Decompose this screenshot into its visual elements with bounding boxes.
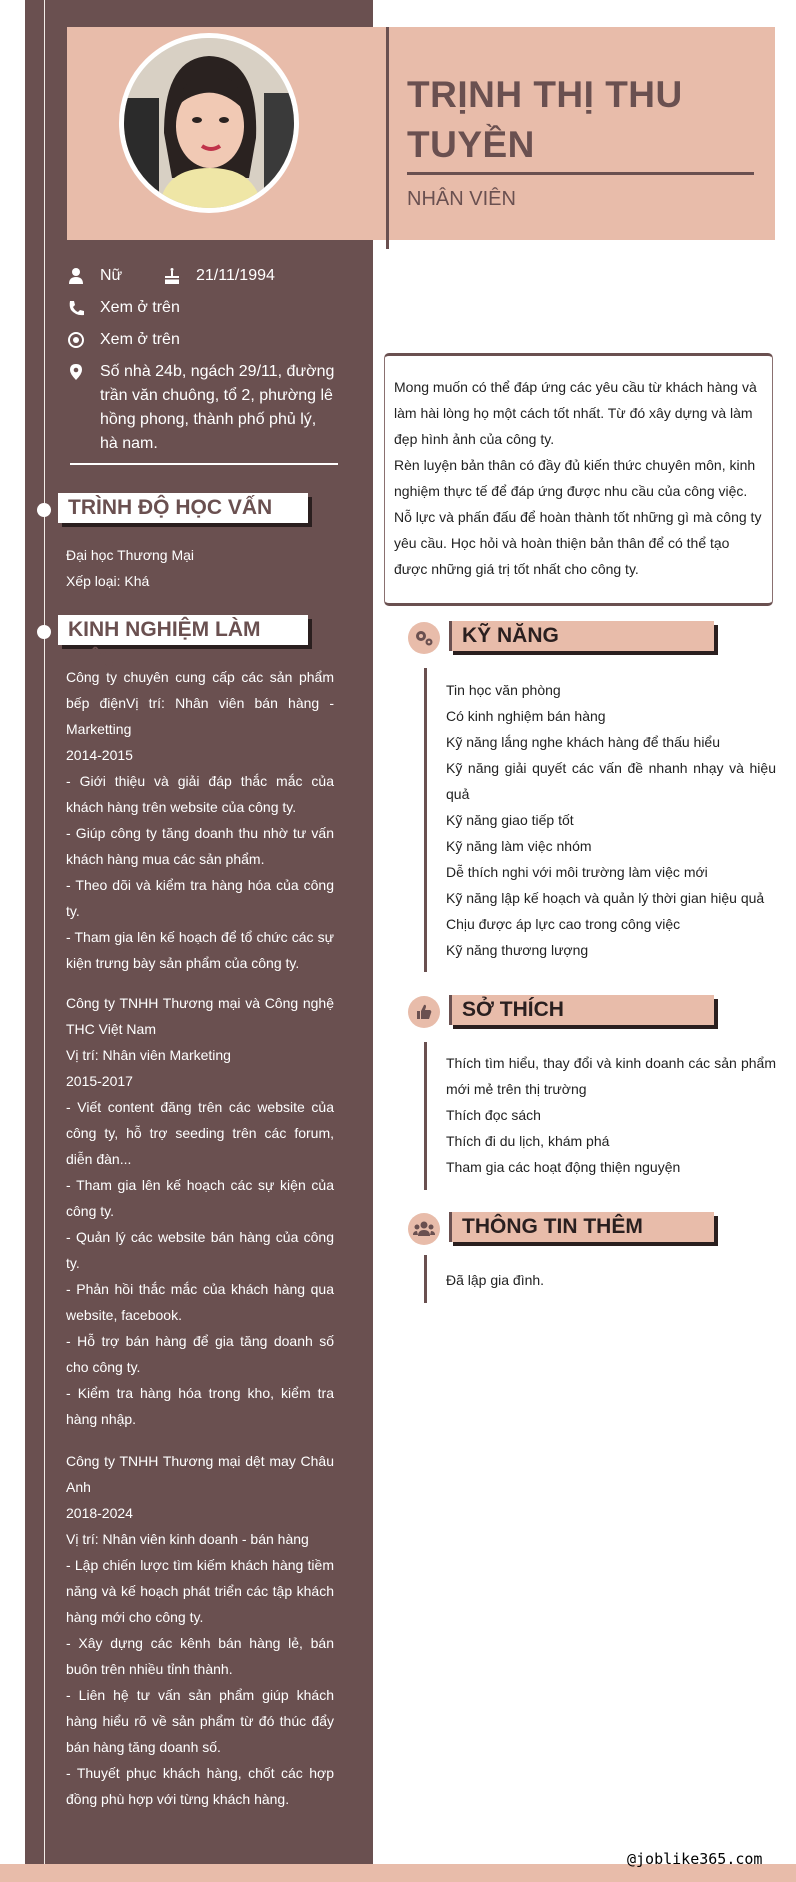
avatar (119, 33, 299, 213)
list-item: - Quản lý các website bán hàng của công ty. (66, 1229, 334, 1271)
job-position: NHÂN VIÊN (407, 188, 516, 210)
header-divider (386, 27, 389, 249)
list-item: - Hỗ trợ bán hàng để gia tăng doanh số cho công ty. (66, 1333, 334, 1375)
person-icon (67, 267, 85, 285)
contact-divider (70, 463, 338, 465)
list-item: Kỹ năng lắng nghe khách hàng để thấu hiểu (446, 734, 721, 750)
list-item: Vị trí: Nhân viên kinh doanh - bán hàng (66, 1531, 309, 1547)
list-item: Kỹ năng thương lượng (446, 942, 589, 958)
experience-job (66, 990, 334, 1432)
list-item: Công ty chuyên cung cấp các sản phẩm bếp điệnVị trí: Nhân viên bán hàng - Marketting (66, 669, 334, 737)
list-item: Mong muốn có thể đáp ứng các yêu cầu từ khách hàng và làm hài lòng họ một cách tốt nhất. Từ đó xây dựng và làm đẹp hình ảnh của công ty. (394, 379, 757, 447)
list-item: - Phản hồi thắc mắc của khách hàng qua website, facebook. (66, 1281, 334, 1323)
extra-line (424, 1255, 427, 1303)
birthday-value: 21/11/1994 (196, 267, 275, 284)
list-item: Đã lập gia đình. (446, 1272, 545, 1288)
skills-title: KỸ NĂNG (449, 621, 714, 651)
address-row (67, 360, 337, 456)
at-icon (67, 331, 85, 349)
list-item: Vị trí: Nhân viên Marketing (66, 1047, 231, 1063)
sidebar-line (44, 0, 45, 1864)
phone-value: Xem ở trên (100, 299, 180, 316)
birthday-row (163, 264, 313, 288)
hobbies-list (446, 1050, 776, 1180)
email-value: Xem ở trên (100, 331, 180, 348)
gender-row (67, 264, 167, 288)
thumbs-up-icon (408, 996, 440, 1028)
education-school: Đại học Thương Mại (66, 547, 195, 563)
address-value: Số nhà 24b, ngách 29/11, đường trần văn chuông, tổ 2, phường lê hồng phong, thành phố phủ lý, hà nam. (100, 363, 335, 452)
gender-value: Nữ (100, 267, 123, 284)
list-item: - Theo dõi và kiểm tra hàng hóa của công ty. (66, 877, 334, 919)
list-item: Rèn luyện bản thân có đầy đủ kiến thức chuyên môn, kinh nghiệm thực tế để đáp ứng được nhu cầu của công việc. (394, 457, 756, 499)
list-item: - Giúp công ty tăng doanh thu nhờ tư vấn khách hàng mua các sản phẩm. (66, 825, 334, 867)
extra-title: THÔNG TIN THÊM (449, 1212, 714, 1242)
hobbies-title: SỞ THÍCH (449, 995, 714, 1025)
list-item: Có kinh nghiệm bán hàng (446, 708, 606, 724)
list-item: - Xây dựng các kênh bán hàng lẻ, bán buôn trên nhiều tỉnh thành. (66, 1635, 334, 1677)
gears-icon (408, 622, 440, 654)
education-title: TRÌNH ĐỘ HỌC VẤN (58, 493, 308, 523)
experience-job (66, 664, 334, 976)
list-item: - Giới thiệu và giải đáp thắc mắc của khách hàng trên website của công ty. (66, 773, 334, 815)
list-item: Dễ thích nghi với môi trường làm việc mới (446, 864, 708, 880)
education-content (66, 542, 334, 594)
location-pin-icon (67, 363, 85, 381)
list-item: Thích đi du lịch, khám phá (446, 1133, 610, 1149)
section-dot (37, 503, 51, 517)
hobbies-line (424, 1042, 427, 1190)
list-item: Chịu được áp lực cao trong công việc (446, 916, 681, 932)
list-item: - Liên hệ tư vấn sản phẩm giúp khách hàng hiểu rõ về sản phẩm từ đó thúc đẩy bán hàng tăng doanh số. (66, 1687, 334, 1755)
skills-line (424, 668, 427, 972)
list-item: Thích tìm hiểu, thay đổi và kinh doanh các sản phẩm mới mẻ trên thị trường (446, 1055, 776, 1097)
education-grade: Xếp loại: Khá (66, 573, 150, 589)
list-item: 2015-2017 (66, 1073, 133, 1089)
section-dot (37, 625, 51, 639)
experience-title: KINH NGHIỆM LÀM VIỆC (58, 615, 308, 645)
list-item: - Lập chiến lược tìm kiếm khách hàng tiềm năng và kế hoạch phát triển các tập khách hàng mới cho công ty. (66, 1557, 334, 1625)
extra-list (446, 1267, 776, 1293)
list-item: Thích đọc sách (446, 1107, 541, 1123)
skills-list (446, 677, 776, 963)
list-item: Tham gia các hoạt động thiện nguyện (446, 1159, 681, 1175)
list-item: - Viết content đăng trên các website của công ty, hỗ trợ seeding trên các forum, diễn đàn... (66, 1099, 334, 1167)
cake-icon (163, 267, 181, 285)
list-item: Kỹ năng giải quyết các vấn đề nhanh nhạy và hiệu quả (446, 760, 776, 802)
list-item: - Thuyết phục khách hàng, chốt các hợp đồng phù hợp với từng khách hàng. (66, 1765, 334, 1807)
list-item: Công ty TNHH Thương mại và Công nghệ THC Việt Nam (66, 995, 334, 1037)
name-underline (407, 172, 754, 175)
career-objective (384, 353, 773, 606)
list-item: - Kiểm tra hàng hóa trong kho, kiểm tra hàng nhập. (66, 1385, 334, 1427)
list-item: Kỹ năng lập kế hoạch và quản lý thời gian hiệu quả (446, 890, 765, 906)
phone-row (67, 296, 327, 320)
list-item: - Tham gia lên kế hoạch các sự kiện của công ty. (66, 1177, 334, 1219)
experience-job (66, 1448, 334, 1812)
list-item: 2014-2015 (66, 747, 133, 763)
list-item: Kỹ năng giao tiếp tốt (446, 812, 574, 828)
list-item: Tin học văn phòng (446, 682, 561, 698)
email-row (67, 328, 327, 352)
list-item: Kỹ năng làm việc nhóm (446, 838, 592, 854)
list-item: Nỗ lực và phấn đấu để hoàn thành tốt những gì mà công ty yêu cầu. Học hỏi và hoàn thiện bản thân để có thể tạo được những giá trị tốt nhất cho công ty. (394, 509, 762, 577)
phone-icon (67, 299, 85, 317)
list-item: 2018-2024 (66, 1505, 133, 1521)
candidate-name: TRỊNH THỊ THU TUYỀN (407, 74, 683, 165)
list-item: Công ty TNHH Thương mại dệt may Châu Anh (66, 1453, 334, 1495)
list-item: - Tham gia lên kế hoạch để tổ chức các sự kiện trưng bày sản phẩm của công ty. (66, 929, 334, 971)
watermark: @joblike365.com (627, 1850, 763, 1868)
group-icon (408, 1213, 440, 1245)
